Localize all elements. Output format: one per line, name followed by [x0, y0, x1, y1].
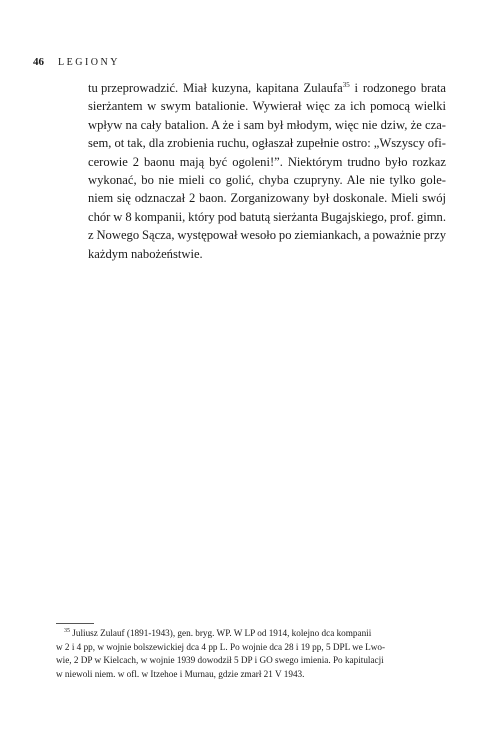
body-text	[88, 79, 446, 263]
word: tu przeprowadzić.	[88, 81, 179, 95]
footnote-line: w niewoli niem. w ofl. w Itzehoe i Murnau, gdzie zmarł 21 V 1943.	[56, 668, 305, 679]
text-line: chór w 8 kompanii, który pod batutą sierżanta Bugajskiego, prof. gimn.	[88, 209, 446, 224]
word: Miał	[183, 81, 207, 95]
running-head: LEGIONY	[58, 57, 120, 68]
text-line: cerowie 2 baonu mają być ogoleni!”. Niektórym trudno było rozkaz	[88, 154, 446, 169]
text-line-last: każdym nabożeństwie.	[88, 246, 203, 261]
footnote-reference[interactable]: 35	[342, 80, 350, 89]
footnote-separator	[56, 623, 94, 624]
page-number: 46	[33, 56, 44, 68]
text-line: wykonać, bo nie mieli co golić, chyba czupryny. Ale nie tylko gole-	[88, 173, 446, 188]
word: rodzonego	[362, 81, 416, 95]
text-line	[88, 79, 446, 97]
footnote-line: w 2 i 4 pp, w wojnie bolszewickiej dca 4 pp L. Po wojnie dca 28 i 19 pp, 5 DPL we Lwo-	[56, 641, 386, 652]
word: Zulaufa	[303, 81, 343, 95]
word-with-footnote	[304, 79, 350, 97]
footnote	[56, 627, 430, 681]
text-line: sierżantem w swym batalionie. Wywierał więc za ich pomocą wielki	[88, 99, 446, 114]
text-line: niem się odznaczał 2 baon. Zorganizowany był doskonale. Mieli swój	[88, 191, 446, 206]
text-line: z Nowego Sącza, występował wesoło po ziemiankach, a poważnie przy	[88, 228, 446, 243]
footnote-line: wie, 2 DP w Kielcach, w wojnie 1939 dowodził 5 DP i GO swego imienia. Po kapitulacji	[56, 655, 384, 665]
word: brata	[420, 81, 446, 95]
text-line: sem, ot tak, dla zrobienia ruchu, ogłaszał zupełnie ostro: „Wszyscy ofi-	[88, 136, 446, 151]
footnote-marker: 35	[64, 627, 70, 634]
text-line: wpływ na cały batalion. A że i sam był młodym, więc nie dziw, że cza-	[88, 117, 446, 132]
footnote-text: Juliusz Zulauf (1891-1943), gen. bryg. WP. W LP od 1914, kolejno dca kompanii	[72, 628, 372, 638]
footnote-line	[56, 627, 430, 641]
page-header	[33, 52, 120, 66]
word: i	[354, 81, 359, 95]
word: kuzyna,	[211, 81, 252, 95]
word: kapitana	[256, 81, 299, 95]
